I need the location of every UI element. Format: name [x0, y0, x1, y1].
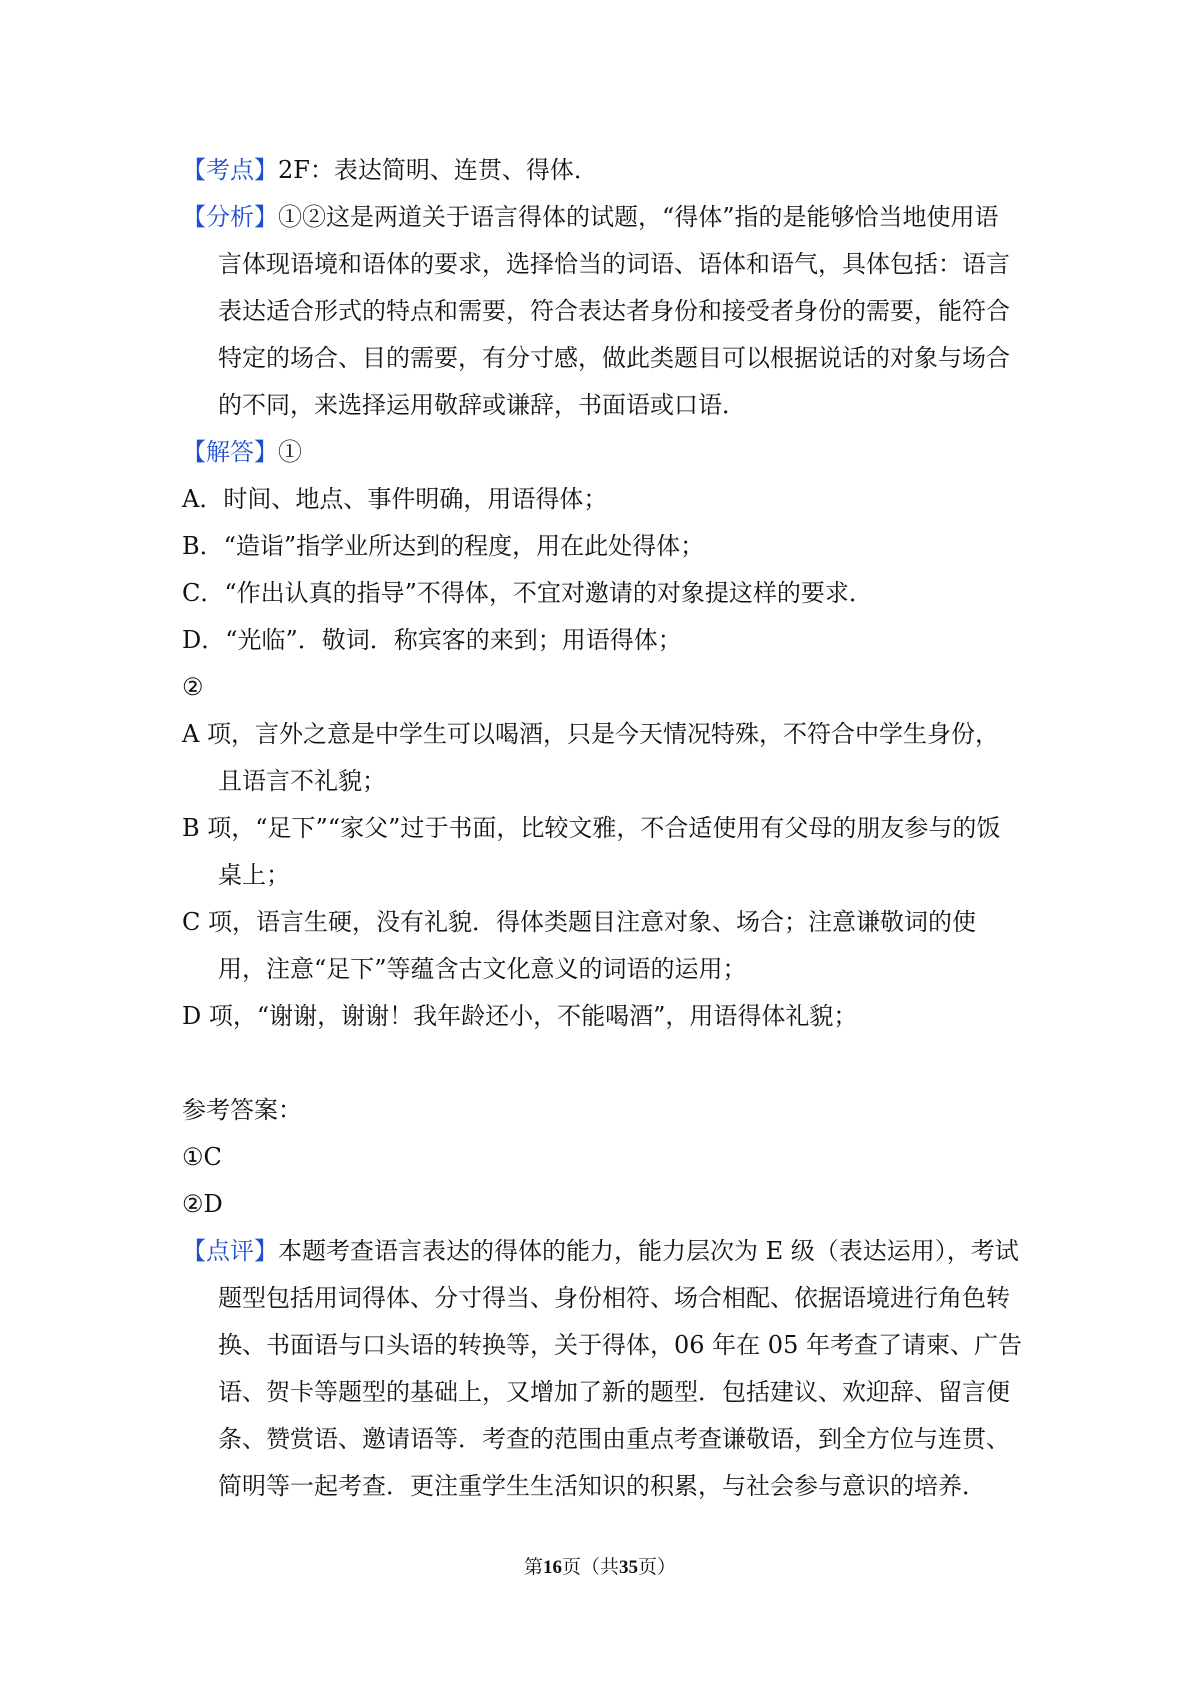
footer-suffix: 页）: [638, 1556, 677, 1578]
jieda-line-d: D．“光临”．敬词．称宾客的来到；用语得体；: [182, 626, 682, 654]
page-footer: [0, 1554, 1200, 1581]
jieda-section: [182, 429, 1022, 476]
kaodian-text: 2F：表达简明、连贯、得体．: [278, 156, 598, 184]
dianping-section: [182, 1228, 1022, 1510]
fenxi-text: ①②这是两道关于语言得体的试题，“得体”指的是能够恰当地使用语言体现语境和语体的要求，选择恰当的词语、语体和语气，具体包括：语言表达适合形式的特点和需要，符合表达者身份和接受者身份的需要，能符合特定的场合、目的需要，有分寸感，做此类题目可以根据说话的对象与场合的不同，来选择运用敬辞或谦辞，书面语或口语．: [218, 203, 1010, 419]
dianping-tag: 【点评】: [182, 1237, 278, 1265]
jieda-item-c: C 项，语言生硬，没有礼貌．得体类题目注意对象、场合；注意谦敬词的使用，注意“足下”等蕴含古文化意义的词语的运用；: [182, 908, 976, 983]
jieda-text: ①: [278, 438, 302, 466]
spacer: [182, 1040, 1022, 1087]
kaodian-section: [182, 147, 1022, 194]
jieda-tag: 【解答】: [182, 438, 278, 466]
footer-prefix: 第: [523, 1556, 543, 1578]
answer-item-1: ①C: [182, 1143, 222, 1171]
fenxi-tag: 【分析】: [182, 203, 278, 231]
footer-middle: 页（共: [561, 1556, 619, 1578]
jieda-item-b: B 项，“足下”“家父”过于书面，比较文雅，不合适使用有父母的朋友参与的饭桌上；: [182, 814, 1001, 889]
page-content: [182, 147, 1022, 1510]
kaodian-tag: 【考点】: [182, 156, 278, 184]
footer-page-number: 16: [542, 1557, 562, 1578]
jieda-line-b: B．“造诣”指学业所达到的程度，用在此处得体；: [182, 532, 705, 560]
jieda-line-a: A．时间、地点、事件明确，用语得体；: [182, 485, 608, 513]
answers-title: 参考答案：: [182, 1096, 302, 1124]
jieda-line-q2: ②: [182, 673, 204, 701]
footer-total-pages: 35: [619, 1557, 638, 1578]
jieda-line-c: C．“作出认真的指导”不得体，不宜对邀请的对象提这样的要求．: [182, 579, 873, 607]
jieda-item-a: A 项，言外之意是中学生可以喝酒，只是今天情况特殊，不符合中学生身份，且语言不礼貌；: [182, 720, 999, 795]
fenxi-section: [182, 194, 1022, 429]
answer-item-2: ②D: [182, 1190, 223, 1218]
jieda-item-d: D 项，“谢谢，谢谢！我年龄还小，不能喝酒”，用语得体礼貌；: [182, 1002, 858, 1030]
dianping-text: 本题考查语言表达的得体的能力，能力层次为 E 级（表达运用），考试题型包括用词得体、分寸得当、身份相符、场合相配、依据语境进行角色转换、书面语与口头语的转换等，关于得体，06 年在 05 年考查了请柬、广告语、贺卡等题型的基础上，又增加了新的题型．包括建议、欢迎辞、留言便条、赞赏语、邀请语等．考查的范围由重点考查谦敬语，到全方位与连贯、简明等一起考查．更注重学生生活知识的积累，与社会参与意识的培养．: [218, 1237, 1022, 1500]
